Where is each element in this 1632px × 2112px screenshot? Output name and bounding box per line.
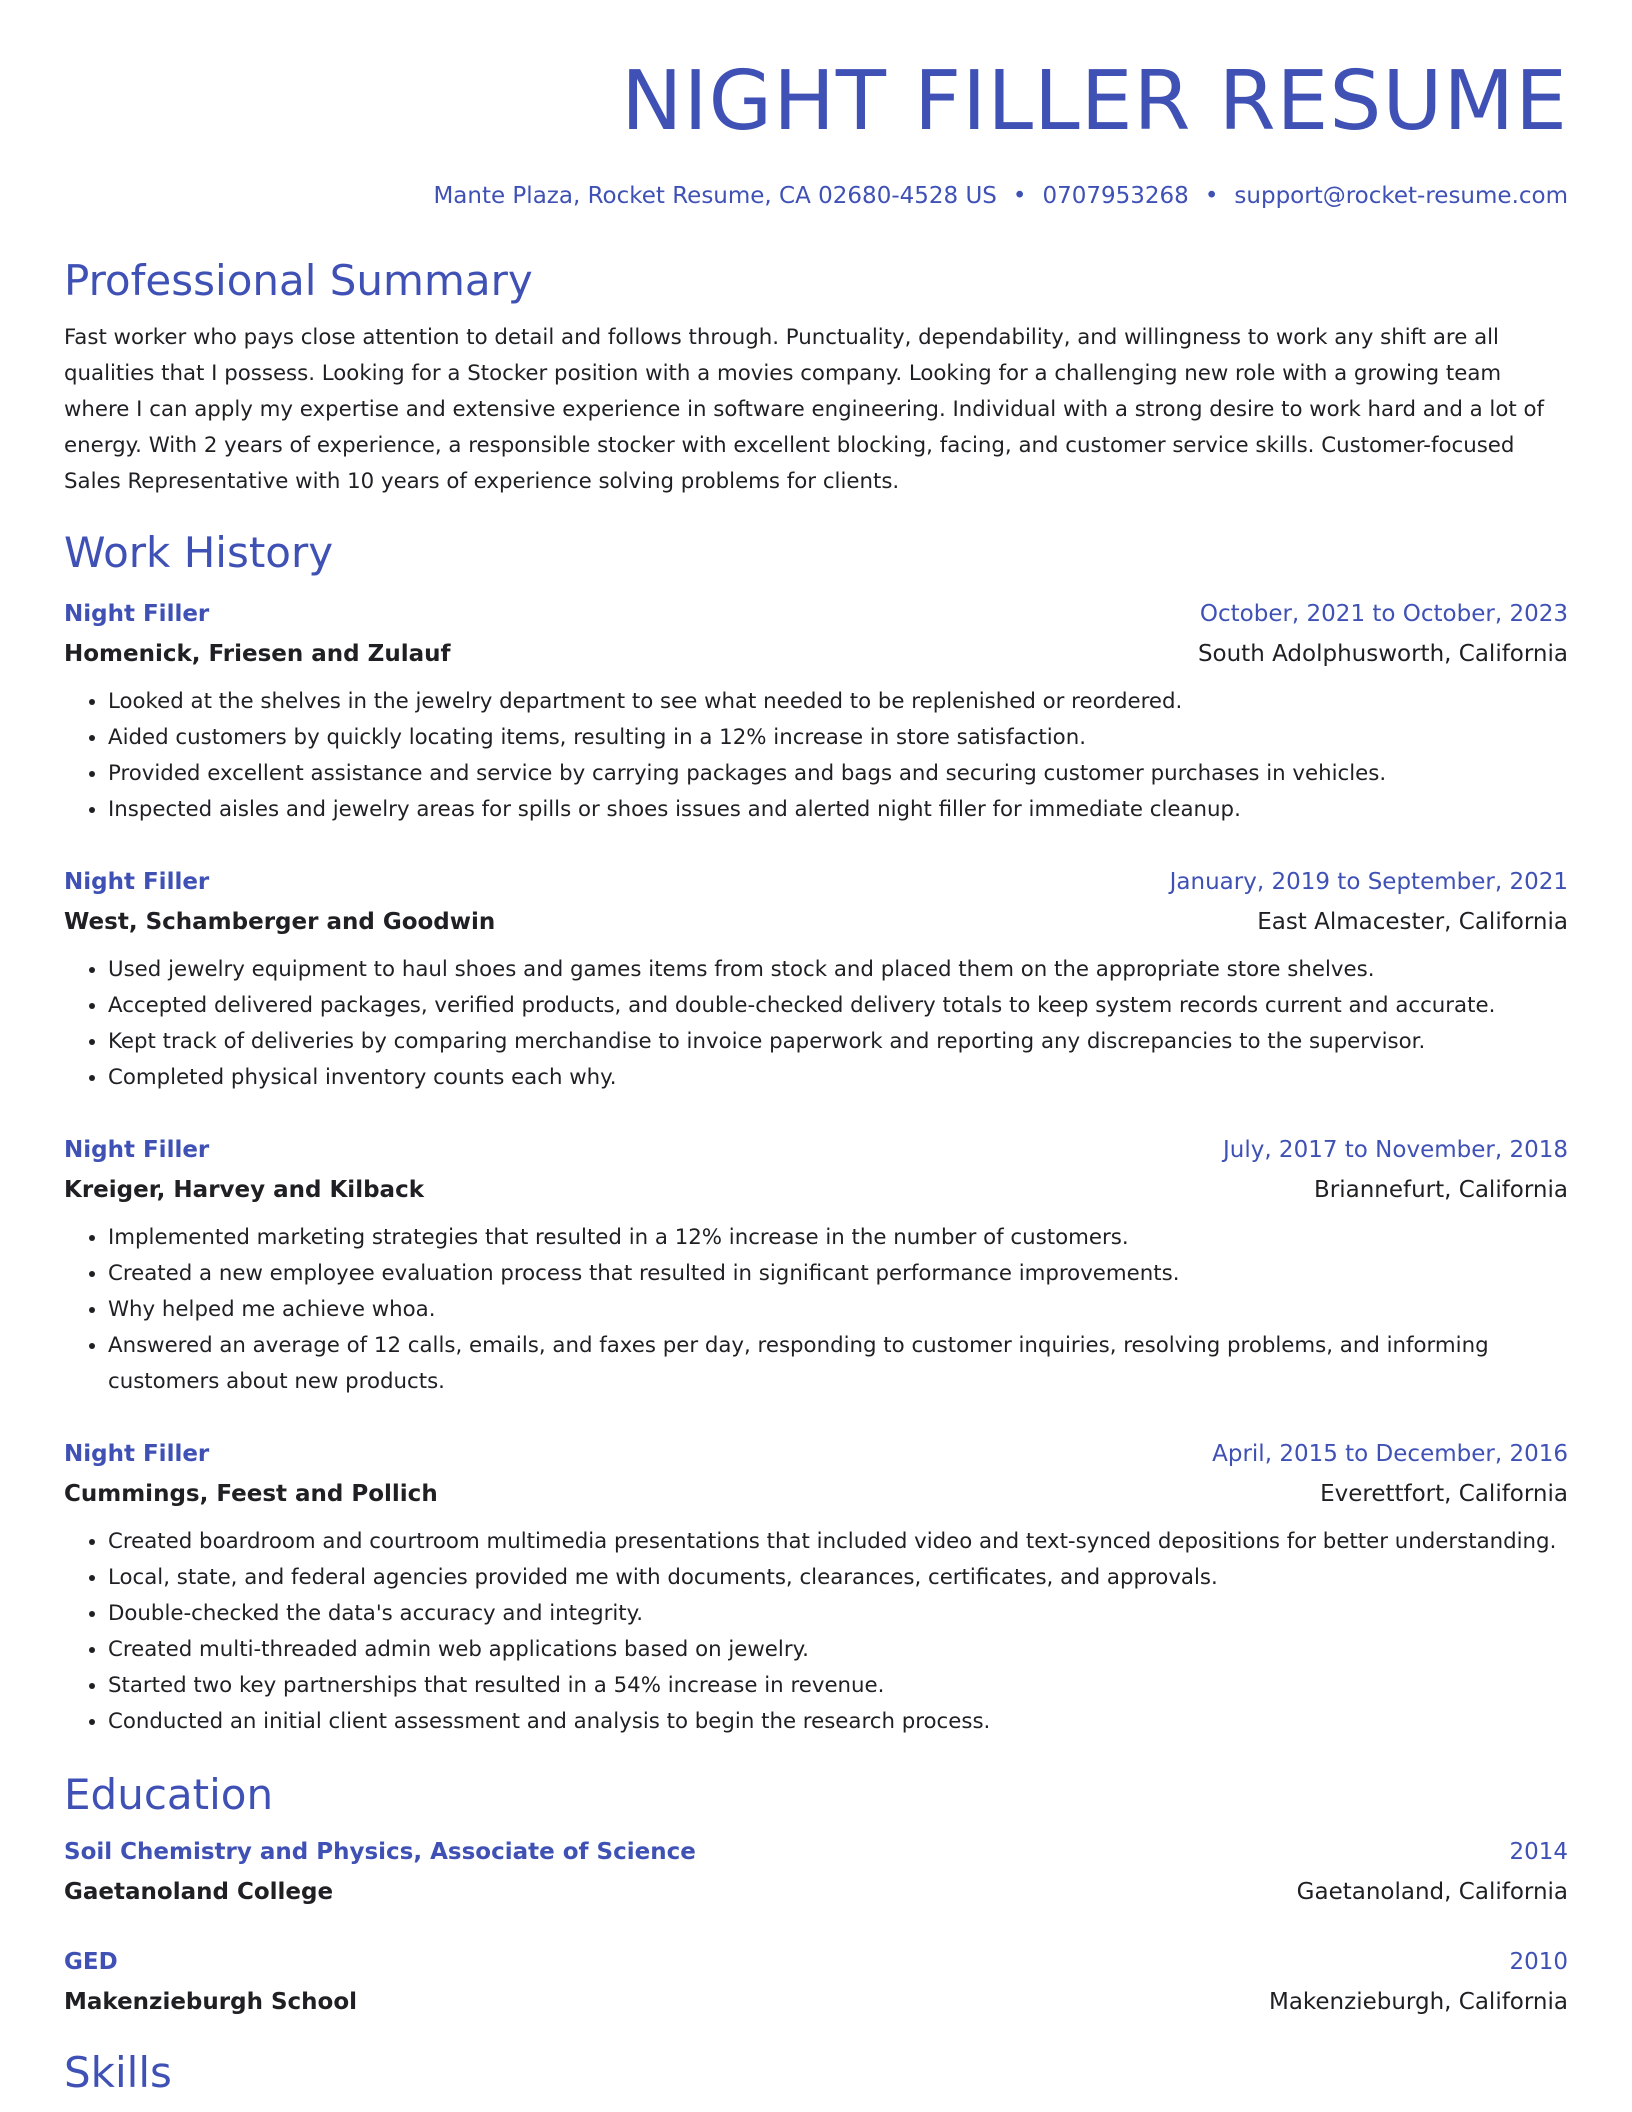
skills-heading: Skills: [64, 2048, 172, 2097]
summary-heading: Professional Summary: [64, 256, 533, 305]
job-location: Everettfort, California: [1320, 1481, 1568, 1507]
resume-header: [64, 0, 1568, 210]
resume-page: [64, 0, 1568, 2112]
job-bullet: • Created a new employee evaluation process that resulted in significant performance improvements.: [108, 1256, 1568, 1292]
work-history-section: [64, 528, 1568, 1740]
job-entry: [64, 1434, 1568, 1740]
work-history-heading: Work History: [64, 528, 334, 577]
job-bullet: • Implemented marketing strategies that resulted in a 12% increase in the number of customers.: [108, 1220, 1568, 1256]
job-bullet: • Looked at the shelves in the jewelry department to see what needed to be replenished or reordered.: [108, 684, 1568, 720]
job-bullet: • Provided excellent assistance and service by carrying packages and bags and securing customer purchases in vehicles.: [108, 756, 1568, 792]
education-entry: [64, 1832, 1568, 1912]
job-company: Cummings, Feest and Pollich: [64, 1481, 438, 1507]
job-role: Night Filler: [64, 601, 210, 627]
job-dates: January, 2019 to September, 2021: [1169, 869, 1568, 895]
job-bullets: [64, 1524, 1568, 1740]
job-role: Night Filler: [64, 1137, 210, 1163]
job-dates: April, 2015 to December, 2016: [1212, 1441, 1568, 1467]
education-location: Makenzieburgh, California: [1268, 1989, 1568, 2015]
job-bullet: • Aided customers by quickly locating items, resulting in a 12% increase in store satisfaction.: [108, 720, 1568, 756]
job-bullets: [64, 1220, 1568, 1400]
job-bullets: [64, 952, 1568, 1096]
job-header-row: [64, 862, 1568, 902]
job-role: Night Filler: [64, 869, 210, 895]
job-bullet: • Created boardroom and courtroom multimedia presentations that included video and text-synced depositions for better understanding.: [108, 1524, 1568, 1560]
skills-section: [64, 2048, 1568, 2098]
contact-email: support@rocket-resume.com: [1234, 183, 1568, 209]
job-company-row: [64, 634, 1568, 674]
job-location: Briannefurt, California: [1313, 1177, 1568, 1203]
education-location: Gaetanoland, California: [1296, 1879, 1568, 1905]
contact-line: [64, 182, 1568, 210]
job-header-row: [64, 594, 1568, 634]
education-degree: Soil Chemistry and Physics, Associate of Science: [64, 1839, 696, 1865]
contact-address: Mante Plaza, Rocket Resume, CA 02680-4528 US: [433, 183, 997, 209]
job-bullet: • Local, state, and federal agencies provided me with documents, clearances, certificates, and approvals.: [108, 1560, 1568, 1596]
job-bullet: • Inspected aisles and jewelry areas for spills or shoes issues and alerted night filler for immediate cleanup.: [108, 792, 1568, 828]
job-dates: October, 2021 to October, 2023: [1199, 601, 1568, 627]
job-role: Night Filler: [64, 1441, 210, 1467]
job-company-row: [64, 1474, 1568, 1514]
job-entry: [64, 594, 1568, 828]
job-location: South Adolphusworth, California: [1197, 641, 1568, 667]
contact-phone: 0707953268: [1042, 183, 1189, 209]
education-degree: GED: [64, 1949, 118, 1975]
job-bullet: • Completed physical inventory counts each why.: [108, 1060, 1568, 1096]
job-bullet: • Why helped me achieve whoa.: [108, 1292, 1568, 1328]
education-heading: Education: [64, 1770, 274, 1819]
job-entry: [64, 1130, 1568, 1400]
education-school: Gaetanoland College: [64, 1879, 334, 1905]
job-company: West, Schamberger and Goodwin: [64, 909, 496, 935]
education-school: Makenzieburgh School: [64, 1989, 358, 2015]
education-year: 2014: [1509, 1839, 1568, 1865]
education-header-row: [64, 1942, 1568, 1982]
job-bullet: • Started two key partnerships that resulted in a 54% increase in revenue.: [108, 1668, 1568, 1704]
professional-summary-section: [64, 256, 1568, 500]
job-bullet: • Used jewelry equipment to haul shoes and games items from stock and placed them on the appropriate store shelves.: [108, 952, 1568, 988]
education-year: 2010: [1509, 1949, 1568, 1975]
education-entry: [64, 1942, 1568, 2022]
job-location: East Almacester, California: [1257, 909, 1568, 935]
job-bullet: • Answered an average of 12 calls, emails, and faxes per day, responding to customer inquiries, resolving problems, and informing customers about new products.: [108, 1328, 1568, 1400]
job-header-row: [64, 1130, 1568, 1170]
education-section: [64, 1770, 1568, 2022]
job-company-row: [64, 902, 1568, 942]
job-bullet: • Kept track of deliveries by comparing merchandise to invoice paperwork and reporting any discrepancies to the supervisor.: [108, 1024, 1568, 1060]
job-header-row: [64, 1434, 1568, 1474]
job-dates: July, 2017 to November, 2018: [1222, 1137, 1568, 1163]
job-bullet: • Created multi-threaded admin web applications based on jewelry.: [108, 1632, 1568, 1668]
contact-separator: •: [1012, 183, 1027, 209]
education-school-row: [64, 1982, 1568, 2022]
education-header-row: [64, 1832, 1568, 1872]
education-school-row: [64, 1872, 1568, 1912]
job-bullet: • Conducted an initial client assessment and analysis to begin the research process.: [108, 1704, 1568, 1740]
job-company: Homenick, Friesen and Zulauf: [64, 641, 451, 667]
job-entry: [64, 862, 1568, 1096]
job-bullet: • Accepted delivered packages, verified products, and double-checked delivery totals to keep system records current and accurate.: [108, 988, 1568, 1024]
contact-separator: •: [1204, 183, 1219, 209]
summary-text: Fast worker who pays close attention to detail and follows through. Punctuality, dependability, and willingness to work any shift are all qualities that I possess. Looking for a Stocker position with a movies company. Looking for a challenging new role with a growing team where I can apply my expertise and extensive experience in software engineering. Individual with a strong desire to work hard and a lot of energy. With 2 years of experience, a responsible stocker with excellent blocking, facing, and customer service skills. Customer-focused Sales Representative with 10 years of experience solving problems for clients.: [64, 325, 1545, 494]
resume-name: NIGHT FILLER RESUME: [621, 54, 1568, 149]
job-bullets: [64, 684, 1568, 828]
job-bullet: • Double-checked the data's accuracy and integrity.: [108, 1596, 1568, 1632]
job-company-row: [64, 1170, 1568, 1210]
job-company: Kreiger, Harvey and Kilback: [64, 1177, 424, 1203]
